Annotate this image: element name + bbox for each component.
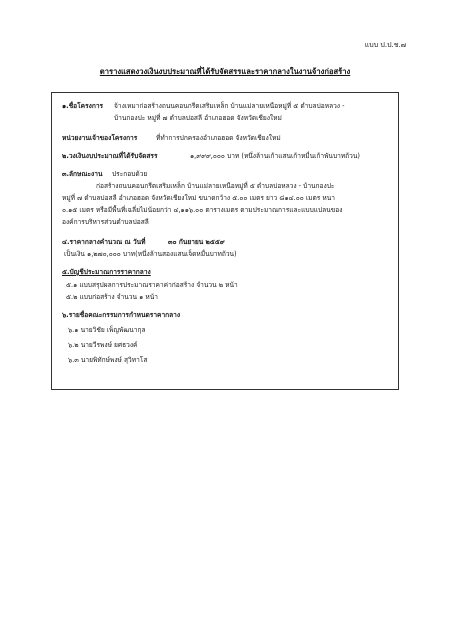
project-line-1: จ้างเหมาก่อสร้างถนนคอนกรีตเสริมเหล็ก บ้านแม่ลายเหนือหมู่ที่ ๕ ตำบลบ่อหลวง -: [114, 102, 345, 110]
characteristics-heading: ๓.ลักษณะงาน: [62, 170, 103, 178]
characteristics-line-1: ก่อสร้างถนนคอนกรีตเสริมเหล็ก บ้านแม่ลายเหนือหมู่ที่ ๕ ตำบลบ่อหลวง - บ้านกองปะ: [96, 182, 335, 190]
project-line-2: บ้านกองปะ หมู่ที่ ๗ ตำบลบ่อสลี อำเภอฮอด จังหวัดเชียงใหม่: [114, 114, 282, 122]
committee-member: ๖.๓ นายพิทักษ์พงษ์ สุวิทาโส: [68, 356, 148, 364]
characteristics-subheading: ประกอบด้วย: [112, 170, 148, 178]
budget-value: ๑,๙๙๙,๐๐๐ บาท (หนึ่งล้านเก้าแสนเก้าหมื่นเก้าพันบาทถ้วน): [190, 152, 360, 160]
median-price-value: เป็นเงิน ๑,๒๗๐,๐๐๐ บาท(หนึ่งล้านสองแสนเจ็ดหมื่นบาทถ้วน): [64, 250, 237, 258]
median-price-date: ๓๐ กันยายน ๒๕๕๙: [168, 238, 225, 246]
owner-heading: หน่วยงานเจ้าของโครงการ: [62, 134, 138, 142]
breakdown-heading: ๕.บัญชีประมาณการราคากลาง: [62, 268, 151, 276]
characteristics-line-2: หมู่ที่ ๗ ตำบลบ่อสลี อำเภอฮอด จังหวัดเชียงใหม่ ขนาดกว้าง ๕.๐๐ เมตร ยาว ๘๑๔.๐๐ เมตร หนา: [62, 194, 335, 202]
owner-value: ที่ทำการปกครองอำเภอฮอด จังหวัดเชียงใหม่: [156, 134, 281, 142]
content-box: [51, 92, 399, 390]
budget-heading: ๒.วงเงินงบประมาณที่ได้รับจัดสรร: [62, 152, 158, 160]
breakdown-item: ๕.๑ แบบสรุปผลการประมาณราคาค่าก่อสร้าง จำนวน ๒ หน้า: [66, 281, 238, 289]
breakdown-item: ๕.๒ แบบก่อสร้าง จำนวน ๑ หน้า: [66, 293, 158, 301]
form-code: แบบ ป.ป.ช.๗: [364, 41, 406, 49]
committee-member: ๖.๒ นายวีรพงษ์ ยศธวงค์: [68, 341, 138, 349]
committee-member: ๖.๑ นายวิชัย เพ็ญพัฒนากุล: [68, 326, 146, 334]
document-title: ตารางแสดงวงเงินงบประมาณที่ได้รับจัดสรรและราคากลางในงานจ้างก่อสร้าง: [99, 67, 351, 76]
median-price-heading: ๔.ราคากลางคำนวณ ณ วันที่: [62, 238, 146, 246]
characteristics-line-3: ๐.๑๕ เมตร หรือมีพื้นที่เฉลี่ยไม่น้อยกว่า ๔,๑๑๖.๐๐ ตารางเมตร ตามประมาณการและแบบแปลนของ: [62, 206, 343, 214]
committee-heading: ๖.รายชื่อคณะกรรมการกำหนดราคากลาง: [62, 311, 181, 319]
project-heading: ๑.ชื่อโครงการ: [62, 102, 104, 110]
characteristics-line-4: องค์การบริหารส่วนตำบลบ่อสลี: [62, 218, 149, 226]
